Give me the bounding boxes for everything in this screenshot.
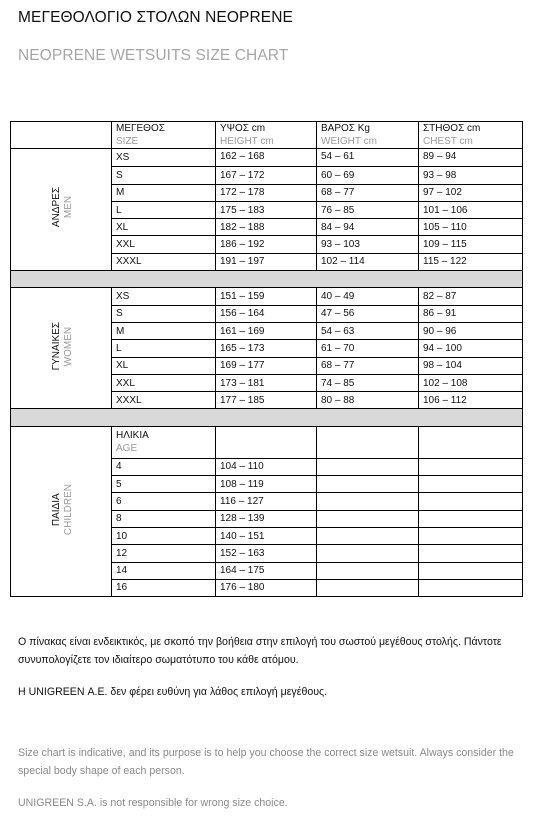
women-height-cell: 169 – 177 <box>216 357 317 374</box>
women-size-cell: XL <box>112 357 216 374</box>
women-chest-cell: 86 – 91 <box>419 305 523 322</box>
header-corner <box>11 122 112 149</box>
empty-cell <box>419 493 523 510</box>
children-age-cell: 6 <box>112 493 216 510</box>
children-age-header <box>112 426 216 458</box>
children-height-cell: 164 – 175 <box>216 562 317 579</box>
men-height-cell: 162 – 168 <box>216 149 317 167</box>
children-age-header-row <box>11 426 523 458</box>
women-size-cell: M <box>112 322 216 339</box>
children-age-cell: 5 <box>112 476 216 493</box>
empty-cell <box>419 426 523 458</box>
men-size-cell: M <box>112 184 216 201</box>
men-height-cell: 182 – 188 <box>216 219 317 236</box>
men-women-separator <box>11 271 523 288</box>
empty-cell <box>317 562 419 579</box>
children-label-gr: ΠΑΙΔΙΑ <box>51 493 62 526</box>
men-height-cell: 186 – 192 <box>216 236 317 253</box>
children-age-cell: 14 <box>112 562 216 579</box>
women-label-gr: ΓΥΝΑΙΚΕΣ <box>51 322 62 371</box>
men-chest-cell: 105 – 110 <box>419 219 523 236</box>
men-chest-cell: 109 – 115 <box>419 236 523 253</box>
header-size-en: SIZE <box>116 136 139 147</box>
men-size-cell: S <box>112 167 216 184</box>
age-label-gr: ΗΛΙΚΙΑ <box>116 430 149 442</box>
men-size-cell: L <box>112 201 216 218</box>
men-weight-cell: 54 – 61 <box>317 149 419 167</box>
men-weight-cell: 76 – 85 <box>317 201 419 218</box>
children-height-cell: 176 – 180 <box>216 579 317 596</box>
men-chest-cell: 89 – 94 <box>419 149 523 167</box>
women-weight-cell: 74 – 85 <box>317 374 419 391</box>
women-height-cell: 156 – 164 <box>216 305 317 322</box>
empty-cell <box>317 527 419 544</box>
men-height-cell: 167 – 172 <box>216 167 317 184</box>
empty-cell <box>419 545 523 562</box>
women-weight-cell: 40 – 49 <box>317 288 419 305</box>
children-label-en: CHILDREN <box>63 483 74 535</box>
header-row <box>11 122 523 149</box>
women-size-cell: XS <box>112 288 216 305</box>
women-category-label <box>11 288 112 409</box>
men-size-row <box>11 149 523 167</box>
note-greek-indicative: Ο πίνακας είναι ενδεικτικός, με σκοπό την βοήθεια στην επιλογή του σωστού μεγέθους στολής. Πάντοτε συνυπολογίζετε τον ιδιαίτερο σωματότυπο του κάθε ατόμου. <box>18 636 502 666</box>
men-chest-cell: 101 – 106 <box>419 201 523 218</box>
men-height-cell: 172 – 178 <box>216 184 317 201</box>
women-height-cell: 173 – 181 <box>216 374 317 391</box>
empty-cell <box>317 545 419 562</box>
note-greek-disclaimer: Η UNIGREEN Α.Ε. δεν φέρει ευθύνη για λάθος επιλογή μεγέθους. <box>18 686 328 698</box>
empty-cell <box>317 458 419 475</box>
men-height-cell: 175 – 183 <box>216 201 317 218</box>
children-height-cell: 104 – 110 <box>216 458 317 475</box>
children-height-cell: 108 – 119 <box>216 476 317 493</box>
children-age-cell: 4 <box>112 458 216 475</box>
men-category-label <box>11 149 112 271</box>
empty-cell <box>317 426 419 458</box>
women-children-separator-cell <box>11 409 523 426</box>
page-subtitle: NEOPRENE WETSUITS SIZE CHART <box>18 47 289 64</box>
men-chest-cell: 93 – 98 <box>419 167 523 184</box>
women-size-cell: L <box>112 340 216 357</box>
women-height-cell: 151 – 159 <box>216 288 317 305</box>
empty-cell <box>419 562 523 579</box>
men-size-cell: XXL <box>112 236 216 253</box>
men-size-cell: XXXL <box>112 253 216 270</box>
women-label-en: WOMEN <box>63 326 74 367</box>
women-chest-cell: 102 – 108 <box>419 374 523 391</box>
children-height-cell: 152 – 163 <box>216 545 317 562</box>
empty-cell <box>317 510 419 527</box>
empty-cell <box>419 510 523 527</box>
women-weight-cell: 80 – 88 <box>317 392 419 409</box>
women-chest-cell: 106 – 112 <box>419 392 523 409</box>
header-height-gr: ΥΨΟΣ cm <box>220 123 266 134</box>
men-women-separator-cell <box>11 271 523 288</box>
empty-cell <box>216 426 317 458</box>
men-height-cell: 191 – 197 <box>216 253 317 270</box>
empty-cell <box>317 493 419 510</box>
header-size-gr: ΜΕΓΕΘΟΣ <box>116 123 165 134</box>
men-label-gr: ΑΝΔΡΕΣ <box>51 187 62 228</box>
women-chest-cell: 94 – 100 <box>419 340 523 357</box>
children-category-label <box>11 426 112 596</box>
children-age-cell: 10 <box>112 527 216 544</box>
size-chart-table <box>10 121 523 597</box>
header-size <box>112 122 216 149</box>
children-age-cell: 16 <box>112 579 216 596</box>
note-english-disclaimer: UNIGREEN S.A. is not responsible for wrong size choice. <box>18 797 288 809</box>
men-weight-cell: 93 – 103 <box>317 236 419 253</box>
header-chest <box>419 122 523 149</box>
women-chest-cell: 90 – 96 <box>419 322 523 339</box>
note-english-indicative: Size chart is indicative, and its purpose is to help you choose the correct size wetsuit. Always consider the special body shape of each person. <box>18 747 514 777</box>
women-children-separator <box>11 409 523 426</box>
empty-cell <box>419 579 523 596</box>
women-chest-cell: 82 – 87 <box>419 288 523 305</box>
women-size-cell: XXXL <box>112 392 216 409</box>
header-weight <box>317 122 419 149</box>
header-chest-en: CHEST cm <box>423 136 473 147</box>
men-category-text <box>51 187 75 227</box>
men-weight-cell: 84 – 94 <box>317 219 419 236</box>
children-age-cell: 12 <box>112 545 216 562</box>
women-height-cell: 165 – 173 <box>216 340 317 357</box>
children-height-cell: 116 – 127 <box>216 493 317 510</box>
women-chest-cell: 98 – 104 <box>419 357 523 374</box>
men-label-en: MEN <box>63 196 74 219</box>
men-chest-cell: 115 – 122 <box>419 253 523 270</box>
empty-cell <box>317 476 419 493</box>
children-category-text <box>51 484 75 535</box>
empty-cell <box>317 579 419 596</box>
men-weight-cell: 102 – 114 <box>317 253 419 270</box>
header-weight-gr: ΒΑΡΟΣ Kg <box>321 123 370 134</box>
children-height-cell: 140 – 151 <box>216 527 317 544</box>
women-category-text <box>51 322 75 370</box>
women-weight-cell: 54 – 63 <box>317 322 419 339</box>
women-weight-cell: 68 – 77 <box>317 357 419 374</box>
women-size-cell: XXL <box>112 374 216 391</box>
header-chest-gr: ΣΤΗΘΟΣ cm <box>423 123 481 134</box>
men-weight-cell: 60 – 69 <box>317 167 419 184</box>
children-age-cell: 8 <box>112 510 216 527</box>
empty-cell <box>419 527 523 544</box>
women-height-cell: 161 – 169 <box>216 322 317 339</box>
women-weight-cell: 47 – 56 <box>317 305 419 322</box>
women-size-cell: S <box>112 305 216 322</box>
men-size-cell: XS <box>112 149 216 167</box>
men-weight-cell: 68 – 77 <box>317 184 419 201</box>
women-size-row <box>11 288 523 305</box>
header-weight-en: WEIGHT cm <box>321 136 377 147</box>
empty-cell <box>419 476 523 493</box>
children-height-cell: 128 – 139 <box>216 510 317 527</box>
page-title: ΜΕΓΕΘΟΛΟΓΙΟ ΣΤΟΛΩΝ NEOPRENE <box>18 9 293 26</box>
men-size-cell: XL <box>112 219 216 236</box>
header-height <box>216 122 317 149</box>
header-height-en: HEIGHT cm <box>220 136 274 147</box>
men-chest-cell: 97 – 102 <box>419 184 523 201</box>
women-weight-cell: 61 – 70 <box>317 340 419 357</box>
age-label-en: AGE <box>116 443 138 455</box>
women-height-cell: 177 – 185 <box>216 392 317 409</box>
empty-cell <box>419 458 523 475</box>
